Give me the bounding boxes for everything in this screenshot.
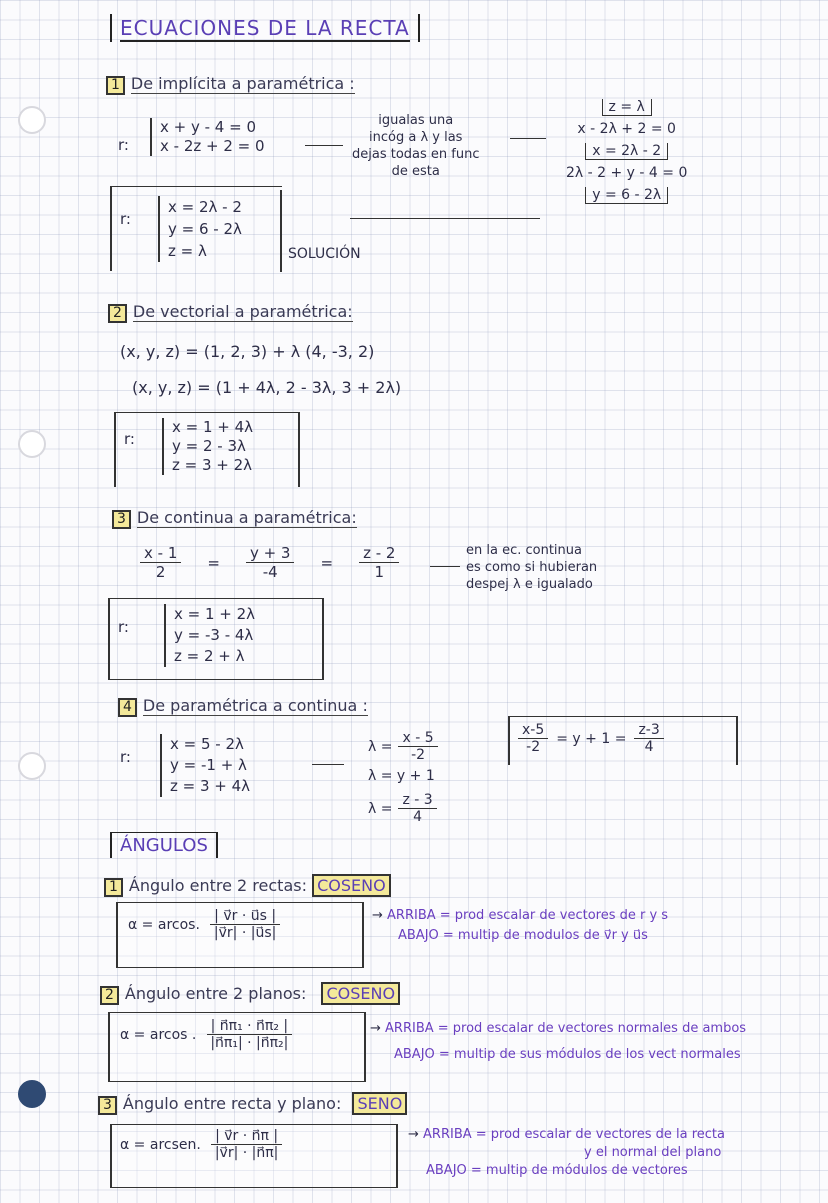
s1-sol-rightbar: [280, 190, 282, 272]
s4-lambda-1: λ = $\frac{x - 5}{-2}$: [368, 730, 438, 763]
angles-title: ÁNGULOS: [110, 832, 218, 858]
angle-2-key: COSENO: [321, 982, 400, 1005]
s1-solution: x = 2λ - 2 y = 6 - 2λ z = λ: [158, 196, 242, 262]
s2-vector-eq: (x, y, z) = (1, 2, 3) + λ (4, -3, 2): [120, 342, 375, 361]
angle-2-explanation: → ARRIBA = prod escalar de vectores normales de ambos ABAJO = multip de sus módulos de los vect normales: [370, 1021, 747, 1062]
s1-r-label: r:: [118, 136, 129, 154]
s4-r-label: r:: [120, 748, 131, 766]
s3-solution: x = 1 + 2λ y = -3 - 4λ z = 2 + λ: [164, 604, 255, 667]
s1-arrow-back: [350, 218, 540, 219]
angle-1-formula: α = arcos. $\frac{| v⃗r \cdot u⃗s |}{|v⃗r| \cdot |u⃗s|}$: [128, 908, 280, 941]
s1-sol-r: r:: [120, 210, 131, 228]
binder-hole: [18, 106, 46, 134]
section-1-header: 1 De implícita a paramétrica :: [106, 74, 355, 95]
s1-implicit-system: x + y - 4 = 0 x - 2z + 2 = 0: [150, 118, 265, 156]
angle-1-key: COSENO: [312, 874, 391, 897]
s1-arrow: [305, 145, 343, 146]
binder-hole: [18, 1080, 46, 1108]
s2-solution: x = 1 + 4λ y = 2 - 3λ z = 3 + 2λ: [162, 418, 253, 475]
s3-continuous-eq: $\frac{x - 1}{2}$ = $\frac{y + 3}{-4}$ = $\frac{z - 2}{1}$: [140, 544, 399, 581]
angle-2-formula: α = arcos . $\frac{\text{| n⃗π₁ · n⃗π₂ |}}{\text{|n⃗π₁| · |n⃗π₂|}}$: [120, 1018, 292, 1051]
binder-hole: [18, 752, 46, 780]
s3-arrow: [430, 566, 460, 567]
angle-3-key: SENO: [352, 1092, 407, 1115]
section-3-header: 3 De continua a paramétrica:: [112, 508, 357, 529]
section-2-header: 2 De vectorial a paramétrica:: [108, 302, 353, 323]
s1-arrow-2: [510, 138, 546, 139]
section-4-header: 4 De paramétrica a continua :: [118, 696, 368, 717]
s2-param-eq: (x, y, z) = (1 + 4λ, 2 - 3λ, 3 + 2λ): [132, 378, 402, 397]
s4-param-system: x = 5 - 2λ y = -1 + λ z = 3 + 4λ: [160, 734, 250, 797]
s1-note: igualas una incóg a λ y las dejas todas en func de esta: [352, 113, 480, 179]
page-title: ECUACIONES DE LA RECTA: [110, 14, 420, 42]
s4-lambda-3: λ = $\frac{z - 3}{4}$: [368, 792, 437, 825]
s2-sol-r: r:: [124, 430, 135, 448]
angle-3-explanation: → ARRIBA = prod escalar de vectores de la recta y el normal del plano ABAJO = multip de módulos de vectores: [408, 1127, 725, 1178]
s1-steps: z = λ x - 2λ + 2 = 0 x = 2λ - 2 2λ - 2 + y - 4 = 0 y = 6 - 2λ: [566, 99, 688, 203]
angle-3-formula: α = arcsen. $\frac{| v⃗r \cdot n⃗\pi |}{|v⃗r| \cdot |n⃗\pi|}$: [120, 1128, 282, 1161]
s4-result: $\frac{x-5}{-2}$ = y + 1 = $\frac{z-3}{4}$: [518, 722, 664, 755]
s3-note: en la ec. continua es como si hubieran despej λ e igualado: [466, 543, 598, 592]
angle-3-header: 3 Ángulo entre recta y plano: SENO: [98, 1094, 407, 1115]
angle-2-header: 2 Ángulo entre 2 planos: COSENO: [100, 984, 400, 1005]
s3-sol-r: r:: [118, 618, 129, 636]
s4-lambda-2: λ = y + 1: [368, 768, 435, 784]
angle-1-header: 1 Ángulo entre 2 rectas: COSENO: [104, 876, 391, 897]
s1-solution-label: SOLUCIÓN: [288, 246, 361, 262]
angle-1-explanation: → ARRIBA = prod escalar de vectores de r y s ABAJO = multip de modulos de v⃗r y u⃗s: [372, 908, 669, 943]
binder-hole: [18, 430, 46, 458]
s4-arrow: [312, 764, 344, 765]
